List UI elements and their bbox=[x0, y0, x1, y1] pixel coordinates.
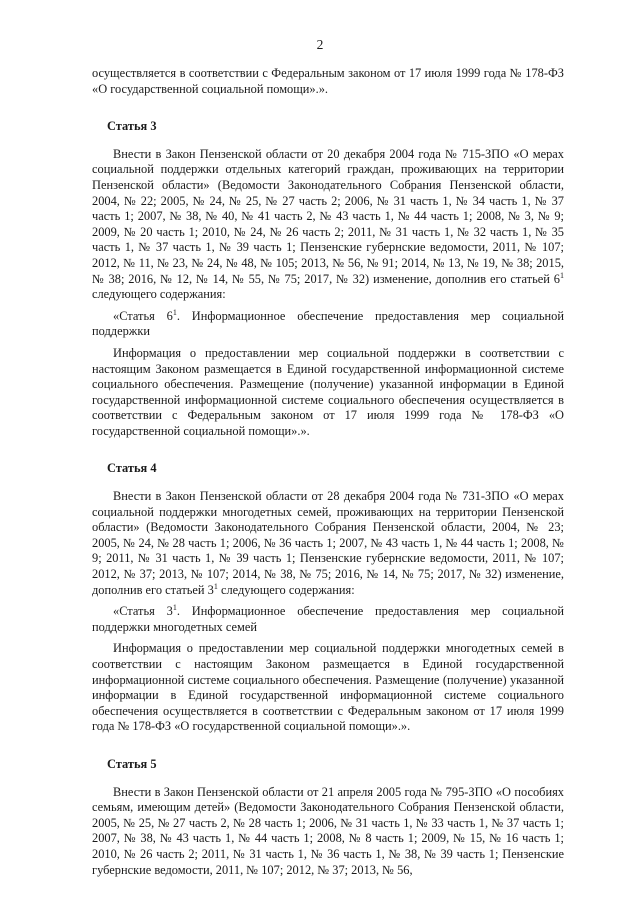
article-3-quote-superscript: 1 bbox=[172, 307, 177, 317]
article-5-heading: Статья 5 bbox=[107, 756, 157, 771]
article-4-info-paragraph: Информация о предоставлении мер социальной поддержки многодетных семей в соответствии с настоящим Законом размещается в Единой государственной информационной системе социального обеспечения. Размещение (получение) указанной информации в Единой государственной информационной системе социального обеспечения осуществляется в соответствии с Федеральным законом от 17 июля 1999 года № 178-ФЗ «О государственной социальной помощи».». bbox=[92, 641, 564, 734]
article-4-body-tail: следующего содержания: bbox=[217, 582, 355, 597]
article-3-body bbox=[92, 147, 564, 303]
article-4-quote-prefix: «Статья 3 bbox=[113, 604, 173, 619]
article-3-info-paragraph: Информация о предоставлении мер социальной поддержки в соответствии с настоящим Законом размещается в Единой государственной информационной системе социального обеспечения. Размещение (получение) указанной информации в Единой государственной информационной системе социального обеспечения осуществляется в соответствии с Федеральным законом от 17 июля 1999 года № 178-ФЗ «О государственной социальной помощи».». bbox=[92, 345, 564, 438]
article-4-body-article-number: 3 bbox=[207, 582, 214, 597]
page-number: 2 bbox=[316, 37, 324, 52]
article-3-quoted-title bbox=[92, 309, 564, 340]
article-5-body: Внести в Закон Пензенской области от 21 апреля 2005 года № 795-ЗПО «О пособиях семьям, имеющим детей» (Ведомости Законодательного Собрания Пензенской области, 2005, № 25, № 27 часть 2, № 28 часть 1; 2006, № 31 часть 1, № 33 часть 1, № 37 часть 1; 2007, № 38, № 43 часть 1, № 44 часть 1; 2008, № 8 часть 1; 2009, № 15, № 16 часть 1; 2010, № 26 часть 2; 2011, № 31 часть 1, № 36 часть 1, № 38, № 39 часть 1; Пензенские губернские ведомости, 2011, № 107; 2012, № 37; 2013, № 56, bbox=[92, 784, 564, 877]
article-3-quote-title: . Информационное обеспечение предоставления мер социальной поддержки bbox=[92, 308, 564, 339]
article-3-body-superscript: 1 bbox=[560, 270, 564, 280]
article-4-body-text: Внести в Закон Пензенской области от 28 декабря 2004 года № 731-ЗПО «О мерах социальной поддержки многодетных семей, проживающих на территории Пензенской области» (Ведомости Законодательного Собрания Пензенской области, 2004, № 23; 2005, № 24, № 28 часть 1; 2006, № 36 часть 1; 2007, № 43 часть 1, № 44 часть 1; 2008, № 9; 2011, № 31 часть 1, № 39 часть 1; Пензенские губернские ведомости, 2011, № 107; 2012, № 37; 2013, № 107; 2014, № 38, № 75; 2016, № 14, № 75; 2017, № 32) изменение, дополнив его статьей bbox=[92, 489, 564, 597]
intro-continuation: осуществляется в соответствии с Федеральным законом от 17 июля 1999 года № 178-ФЗ «О государственной социальной помощи».». bbox=[92, 66, 564, 96]
article-3-body-article-number: 6 bbox=[553, 271, 560, 286]
article-3-heading: Статья 3 bbox=[107, 119, 157, 134]
article-4-heading: Статья 4 bbox=[107, 461, 157, 476]
article-4-body bbox=[92, 489, 564, 598]
article-4-quoted-title bbox=[92, 604, 564, 635]
article-3-body-text: Внести в Закон Пензенской области от 20 декабря 2004 года № 715-ЗПО «О мерах социальной поддержки отдельных категорий граждан, проживающих на территории Пензенской области» (Ведомости Законодательного Собрания Пензенской области, 2004, № 22; 2005, № 24, № 25, № 27 часть 2; 2006, № 31 часть 1, № 34 часть 1, № 37 часть 1; 2007, № 38, № 40, № 41 часть 2, № 43 часть 1, № 44 часть 1; 2008, № 3, № 9; 2009, № 20 часть 1; 2010, № 24, № 26 часть 2; 2011, № 31 часть 1, № 32 часть 1, № 35 часть 1, № 37 часть 1, № 39 часть 1; Пензенские губернские ведомости, 2011, № 107; 2012, № 11, № 23, № 24, № 48, № 105; 2013, № 56, № 91; 2014, № 13, № 19, № 38; 2015, № 38; 2016, № 12, № 14, № 55, № 75; 2017, № 32) изменение, дополнив его статьей bbox=[92, 146, 564, 286]
article-3-quote-prefix: «Статья 6 bbox=[113, 308, 173, 323]
article-4-quote-title: . Информационное обеспечение предоставления мер социальной поддержки многодетных семей bbox=[92, 604, 564, 634]
article-4-body-superscript: 1 bbox=[213, 581, 218, 591]
document-body bbox=[92, 66, 564, 878]
article-4-quote-superscript: 1 bbox=[172, 603, 177, 613]
article-3-body-tail: следующего содержания: bbox=[92, 287, 226, 302]
